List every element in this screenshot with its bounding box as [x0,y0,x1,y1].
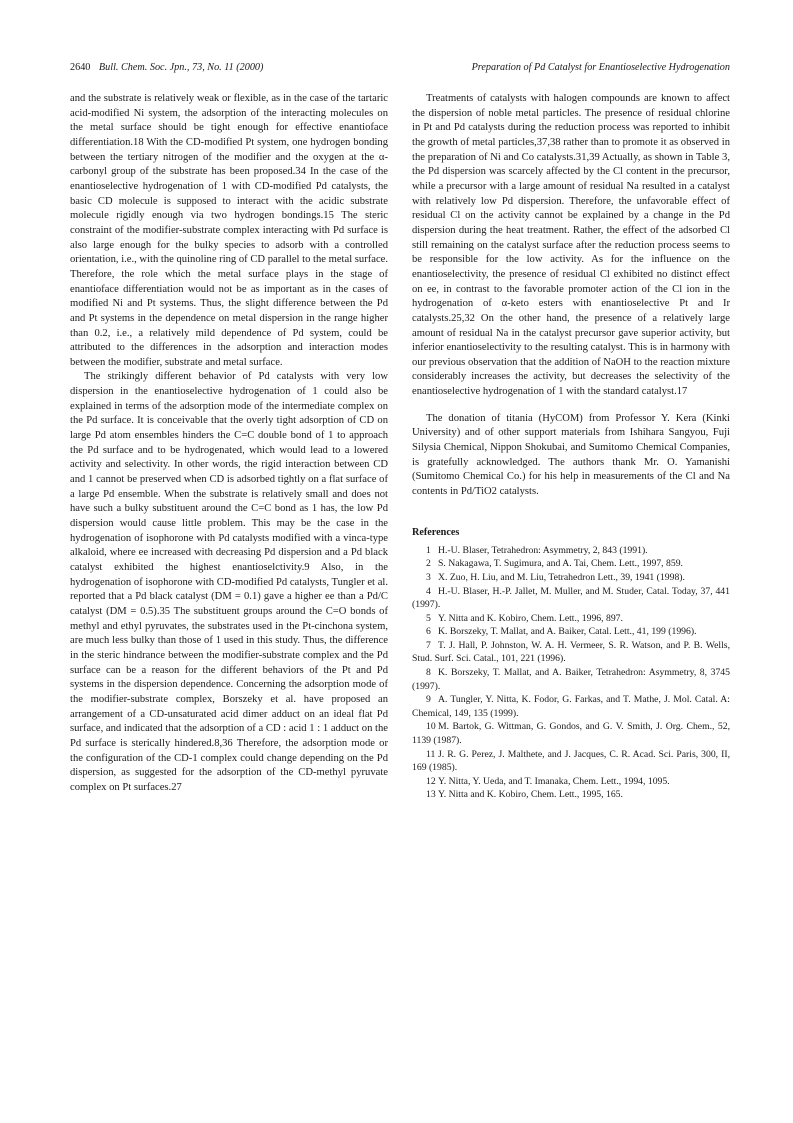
reference-item [412,585,730,612]
reference-number: 3 [426,571,431,583]
references-list [412,544,730,802]
page-header [70,60,730,76]
reference-item [412,775,730,789]
reference-number: 11 [426,748,436,760]
journal-citation: Bull. Chem. Soc. Jpn., 73, No. 11 (2000) [98,62,264,73]
reference-number: 8 [426,667,431,679]
reference-text: X. Zuo, H. Liu, and M. Liu, Tetrahedron Lett., 39, 1941 (1998). [438,571,685,583]
left-column [70,92,388,796]
reference-number: 13 [426,789,436,801]
page-number: 2640 [70,62,91,73]
reference-text: H.-U. Blaser, Tetrahedron: Asymmetry, 2, 843 (1991). [438,544,648,556]
reference-number: 1 [426,544,431,556]
running-title: Preparation of Pd Catalyst for Enantioselective Hydrogenation [471,62,730,73]
reference-text: K. Borszeky, T. Mallat, and A. Baiker, Tetrahedron: Asymmetry, 8, 3745 (1997). [412,667,730,692]
right-paragraph-1: Treatments of catalysts with halogen compounds are known to affect the dispersion of noble metal particles. The presence of residual chlorine in Pt and Pd catalysts during the reduction process was reported to inhibit the growth of metal particles,37,38 rather than to promote it as observed in the preparation of Ni and Co catalysts.31,39 Actually, as shown in Table 3, the Pd dispersion was scarcely affected by the Cl content in the precursor, while a precursor with a large amount of residual Na resulted in a catalyst with relatively low Pd dispersion. Therefore, the unfavorable effect of residual Cl on the activity cannot be explained by a change in the Pd dispersion during the heat treatment. Rather, the effect of the adsorbed Cl still remaining on the catalyst surface after the reduction process seems to be responsible for the low activity. As for the influence on the enantioselectivity, the presence of residual Cl exhibited no distinct effect on ee, in contrast to the favorable promoter action of the Cl ion in the hydrogenation of α-keto esters with enantioselective Pt and Ir catalysts.25,32 On the other hand, the presence of a relatively large amount of residual Na in the catalyst precursor gave superior activity, but inferior enantioselectivity to the resulting catalyst. This is in harmony with our previous observation that the addition of NaOH to the reaction mixture considerably increases the activity, but decreases the selectivity of the enantioselective hydrogenation of 1 with the standard catalyst.17 [412,93,730,398]
reference-item [412,557,730,571]
right-column [412,92,730,802]
reference-text: Y. Nitta, Y. Ueda, and T. Imanaka, Chem. Lett., 1994, 1095. [438,775,670,787]
reference-text: Y. Nitta and K. Kobiro, Chem. Lett., 1996, 897. [438,612,623,624]
reference-item [412,693,730,720]
reference-text: Y. Nitta and K. Kobiro, Chem. Lett., 1995, 165. [438,789,623,801]
reference-number: 7 [426,639,431,651]
reference-number: 10 [426,721,436,733]
reference-text: S. Nakagawa, T. Sugimura, and A. Tai, Chem. Lett., 1997, 859. [438,558,683,570]
references-heading: References [412,526,460,538]
reference-number: 12 [426,775,436,787]
reference-item [412,571,730,585]
reference-text: T. J. Hall, P. Johnston, W. A. H. Vermeer, S. R. Watson, and P. B. Wells, Stud. Surf. Sci. Catal., 101, 221 (1996). [412,639,730,665]
reference-item [412,639,730,666]
reference-number: 5 [426,612,431,624]
reference-item [412,612,730,626]
reference-number: 2 [426,558,431,570]
reference-number: 4 [426,585,431,597]
reference-number: 9 [426,694,431,706]
reference-item [412,625,730,639]
header-left [70,60,263,76]
reference-item [412,720,730,747]
reference-item [412,788,730,802]
reference-number: 6 [426,626,431,638]
reference-text: K. Borszeky, T. Mallat, and A. Baiker, Catal. Lett., 41, 199 (1996). [438,626,697,638]
reference-text: H.-U. Blaser, H.-P. Jallet, M. Muller, and M. Studer, Catal. Today, 37, 441 (1997). [412,585,730,611]
reference-text: J. R. G. Perez, J. Malthete, and J. Jacques, C. R. Acad. Sci. Paris, 300, II, 169 (1985). [412,748,730,774]
reference-text: A. Tungler, Y. Nitta, K. Fodor, G. Farkas, and T. Mathe, J. Mol. Catal. A: Chemical, 149, 135 (1999). [412,694,730,719]
acknowledgment-paragraph: The donation of titania (HyCOM) from Professor Y. Kera (Kinki University) and of other support materials from Ishihara Sangyou, Fuji Silysia Chemical, Nippon Shokubai, and Sumitomo Chemical Companies, is gratefully acknowledged. The authors thank Mr. O. Yamanishi (Sumitomo Chemical Co.) for his help in measurements of the Cl and Na contents in Pd/TiO2 catalysts. [412,412,730,498]
reference-text: M. Bartok, G. Wittman, G. Gondos, and G. V. Smith, J. Org. Chem., 52, 1139 (1987). [412,721,730,747]
reference-item [412,748,730,775]
reference-item [412,666,730,693]
left-paragraph-2: The strikingly different behavior of Pd catalysts with very low dispersion in the enantioselective hydrogenation of 1 could also be explained in terms of the adsorption mode of the intermediate complex on the Pd surface. It is conceivable that the overly tight adsorption of CD on large Pd atom ensembles hinders the C=C double bond of 1 to approach the Pd surface and to be hydrogenated, which would lead to a lowered activity and selectivity. In other words, the rigid interaction between CD and 1 cannot be preserved when CD is adsorbed tightly on a flat surface of a large Pd ensemble. When the substrate is relatively small and does not have such a bulky substituent around the C=C bond as 1 has, the low Pd dispersion would cause little problem. This may be the case in the hydrogenation of isophorone with Pd catalysts modified with a vinca-type alkaloid, where ee increased with decreasing Pd dispersion and a Pd black catalyst exhibited the highest enantioselctivity.9 Also, in the hydrogenation of isophorone with CD-modified Pd catalysts, Tungler et al. reported that a Pd black catalyst (DM = 0.1) gave a higher ee than a Pd/C catalyst (DM = 0.5).35 The substituent groups around the C=O bonds of methyl and ethyl pyruvates, the substrates used in the Pt-cinchona system, are much less bulky than those of 1 used in this study. Thus, the difference in the steric hindrance between the modifier-substrate complex and the Pd surface can be a reason for the different behaviors of the Pt and Pd systems in the dispersion dependence. Concerning the adsorption mode of the modifier-substrate complex, Borszeky et al. have proposed an arrangement of a CD-unsaturated acid dimer adduct on an ideal flat Pd surface, and indicated that the adsorption of a CD : acid 1 : 1 adduct on the Pd surface is sterically hindered.8,36 Therefore, the adsorption mode or the configuration of the CD-1 complex could change depending on the Pd dispersion, as suggested for the adsorption of the CD-methyl pyruvate complex on Pt surfaces.27 [70,371,388,793]
left-paragraph-1: and the substrate is relatively weak or flexible, as in the case of the tartaric acid-modified Ni system, the adsorption of the interacting molecules on the metal surface should be tight enough for effective enantioface differentiation.18 With the CD-modified Pt system, one hydrogen bonding between the tertiary nitrogen of the modifier and the oxygen at the α-carbonyl group of the substrate has been proposed.34 In the case of the enantioselective hydrogenation of 1 with CD-modified Pd catalysts, the basic CD molecule is supposed to interact with the acidic substrate molecule rigidly enough via two hydrogen bondings.15 The steric constraint of the modifier-substrate complex interacting with Pd surface is also large enough for the bulky species to adsorb with a controlled orientation, i.e., with the quinoline ring of CD parallel to the metal surface. Therefore, the role which the metal surface plays in the stage of enantioface differentiation would not be as important as in the cases of modified Ni and Pt systems. Thus, the slight difference between the Pd and Pt systems in the dependence on metal dispersion in the range higher than 0.2, i.e., a relatively mild dependence of Pd system, could be attributed to the differences in the adsorption and interaction modes between the modifier, substrate and metal surface. [70,93,389,368]
reference-item [412,544,730,558]
